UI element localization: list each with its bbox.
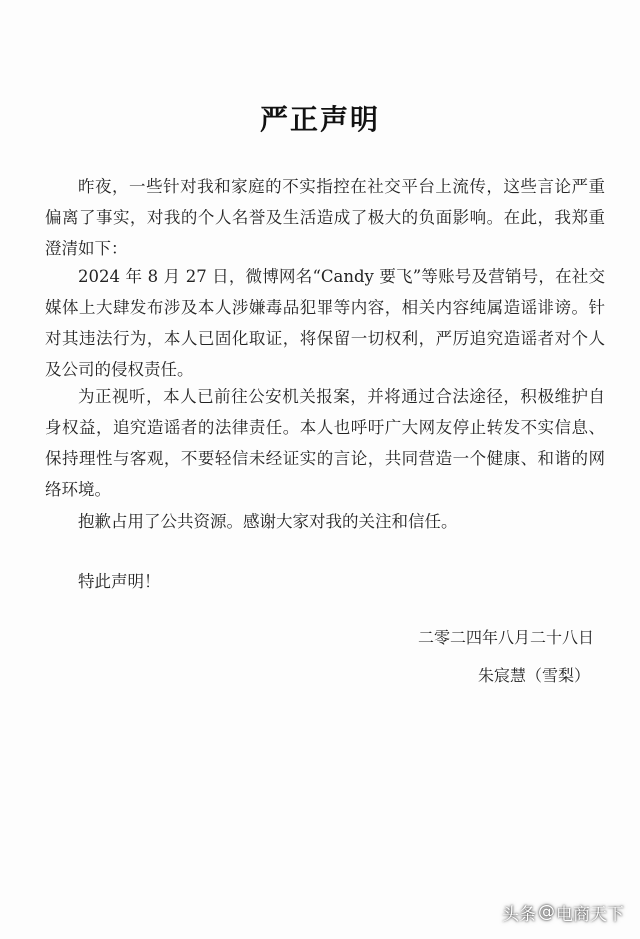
at-symbol: @: [538, 902, 555, 922]
signature-date: 二零二四年八月二十八日: [417, 628, 594, 647]
signature-name: 朱宸慧（雪梨）: [477, 666, 590, 685]
paragraph-3: 为正视听，本人已前往公安机关报案，并将通过合法途径，积极维护自身权益，追究造谣者的法律责任。本人也呼吁广大网友停止转发不实信息、保持理性与客观，不要轻信未经证实的言论，共同营造一个健康、和谐的网络环境。: [45, 387, 605, 499]
source-label: 头条: [502, 904, 536, 925]
document-title: 严正声明: [259, 103, 380, 136]
account-name: 电商天下: [556, 904, 624, 925]
source-watermark: [502, 899, 624, 925]
paragraph-2: 2024 年 8 月 27 日，微博网名“Candy 要飞”等账号及营销号，在社交媒体上大肆发布涉及本人涉嫌毒品犯罪等内容，相关内容纯属造谣诽谤。针对其违法行为，本人已固化取证，将保留一切权利，严厉追究造谣者对个人及公司的侵权责任。: [45, 267, 605, 379]
paragraph-5: 特此声明！: [78, 572, 161, 591]
paragraph-4: 抱歉占用了公共资源。感谢大家对我的关注和信任。: [78, 512, 458, 531]
paragraph-1: 昨夜，一些针对我和家庭的不实指控在社交平台上流传，这些言论严重偏离了事实，对我的个人名誉及生活造成了极大的负面影响。在此，我郑重澄清如下：: [45, 177, 605, 258]
